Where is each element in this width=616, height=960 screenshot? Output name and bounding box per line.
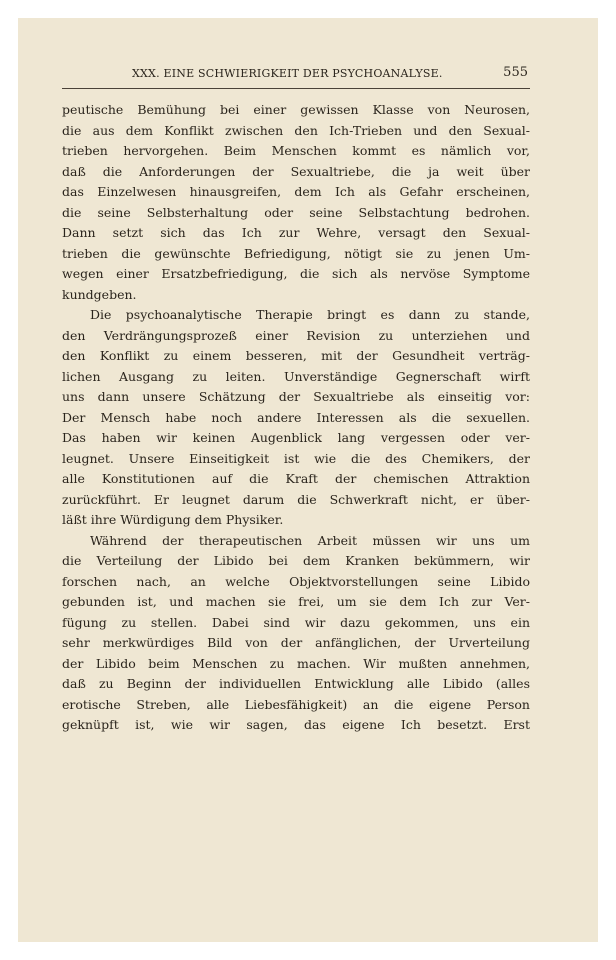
text-line: Während der therapeutischen Arbeit müssen wir uns um [90,532,530,548]
paragraph [62,531,530,736]
body-text [62,100,530,736]
text-line: forschen nach, an welche Objektvorstellungen seine Libido [62,573,530,589]
text-line: fügung zu stellen. Dabei sind wir dazu gekommen, uns ein [62,614,530,630]
paragraph [62,305,530,531]
text-line: erotische Streben, alle Liebesfähigkeit) an die eigene Person [62,696,530,712]
text-line: die Verteilung der Libido bei dem Kranken bekümmern, wir [62,553,530,568]
text-line: die aus dem Konflikt zwischen den Ich-Trieben und den Sexual- [62,122,530,138]
text-line: läßt ihre Würdigung dem Physiker. [62,512,284,527]
paragraph [62,100,530,305]
running-header [62,64,530,89]
text-line: peutische Bemühung bei einer gewissen Klasse von Neurosen, [62,102,530,117]
text-line: den Konflikt zu einem besseren, mit der Gesundheit verträg- [62,348,530,363]
text-line: das Einzelwesen hinausgreifen, dem Ich als Gefahr erscheinen, [62,184,530,199]
running-title: XXX. EINE SCHWIERIGKEIT DER PSYCHOANALYSE. [132,67,443,80]
page-number: 555 [503,65,528,80]
text-line: gebunden ist, und machen sie frei, um sie dem Ich zur Ver- [62,594,530,609]
text-line: trieben hervorgehen. Beim Menschen kommt es nämlich vor, [62,143,530,158]
text-line: Der Mensch habe noch andere Interessen als die sexuellen. [62,409,530,425]
text-line: daß zu Beginn der individuellen Entwicklung alle Libido (alles [62,676,530,691]
text-line: alle Konstitutionen auf die Kraft der chemischen Attraktion [62,471,530,486]
book-page [18,18,598,942]
text-line: daß die Anforderungen der Sexualtriebe, die ja weit über [62,163,530,179]
text-line: leugnet. Unsere Einseitigkeit ist wie die des Chemikers, der [62,450,530,466]
text-line: Das haben wir keinen Augenblick lang vergessen oder ver- [62,430,530,445]
text-line: Dann setzt sich das Ich zur Wehre, versagt den Sexual- [62,225,530,240]
text-line: geknüpft ist, wie wir sagen, das eigene Ich besetzt. Erst [62,717,530,732]
text-line: Die psychoanalytische Therapie bringt es dann zu stande, [90,307,530,322]
text-line: der Libido beim Menschen zu machen. Wir mußten annehmen, [62,655,530,671]
text-line: wegen einer Ersatzbefriedigung, die sich als nervöse Symptome [62,266,530,281]
text-line: die seine Selbsterhaltung oder seine Selbstachtung bedrohen. [62,204,530,220]
text-line: zurückführt. Er leugnet darum die Schwerkraft nicht, er über- [62,491,530,507]
text-line: lichen Ausgang zu leiten. Unverständige Gegnerschaft wirft [62,368,530,384]
text-line: trieben die gewünschte Befriedigung, nötigt sie zu jenen Um- [62,245,530,261]
text-line: uns dann unsere Schätzung der Sexualtriebe als einseitig vor: [62,389,530,404]
text-line: den Verdrängungsprozeß einer Revision zu unterziehen und [62,327,530,343]
text-line: sehr merkwürdiges Bild von der anfänglichen, der Urverteilung [62,635,530,650]
text-line: kundgeben. [62,286,137,302]
